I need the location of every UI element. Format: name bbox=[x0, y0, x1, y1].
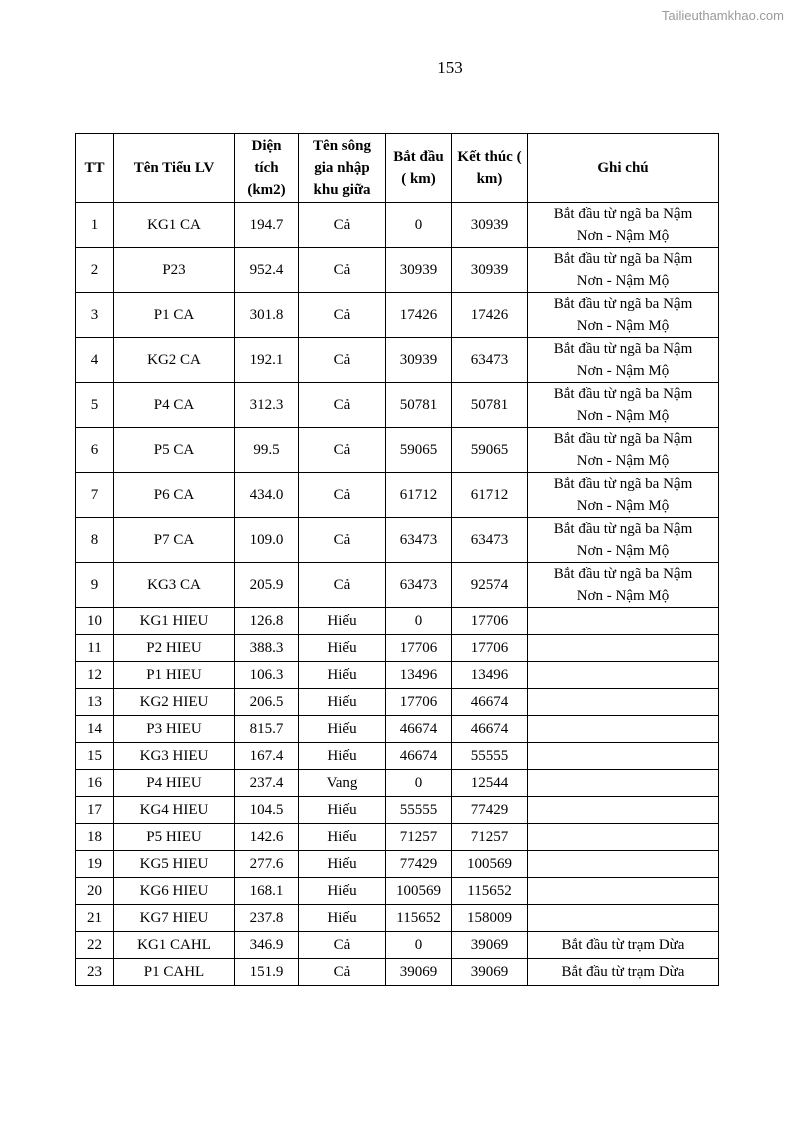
cell-tt: 17 bbox=[76, 797, 114, 824]
table-row bbox=[76, 905, 719, 932]
header-end: Kết thúc ( km) bbox=[452, 134, 528, 203]
table-row bbox=[76, 878, 719, 905]
table-row bbox=[76, 797, 719, 824]
cell-note bbox=[528, 905, 719, 932]
cell-end: 63473 bbox=[452, 518, 528, 563]
cell-start: 55555 bbox=[386, 797, 452, 824]
table-row bbox=[76, 851, 719, 878]
cell-area: 142.6 bbox=[235, 824, 299, 851]
cell-name: KG4 HIEU bbox=[114, 797, 235, 824]
cell-start: 13496 bbox=[386, 662, 452, 689]
cell-start: 30939 bbox=[386, 338, 452, 383]
note-line-1: Bắt đầu từ ngã ba Nậm bbox=[553, 296, 693, 312]
note-line-1: Bắt đầu từ ngã ba Nậm bbox=[553, 521, 693, 537]
table-row bbox=[76, 248, 719, 293]
table-row bbox=[76, 824, 719, 851]
data-table bbox=[75, 133, 719, 986]
cell-name: KG1 HIEU bbox=[114, 608, 235, 635]
note-line-1: Bắt đầu từ ngã ba Nậm bbox=[553, 251, 693, 267]
note-line-1: Bắt đầu từ trạm Dừa bbox=[561, 964, 685, 980]
cell-start: 71257 bbox=[386, 824, 452, 851]
cell-name: KG3 CA bbox=[114, 563, 235, 608]
note-line-2: Nơn - Nậm Mộ bbox=[576, 318, 670, 334]
header-area: Diện tích (km2) bbox=[235, 134, 299, 203]
cell-river: Hiếu bbox=[299, 878, 386, 905]
cell-note bbox=[528, 473, 719, 518]
cell-river: Hiếu bbox=[299, 905, 386, 932]
cell-start: 0 bbox=[386, 203, 452, 248]
cell-start: 30939 bbox=[386, 248, 452, 293]
cell-tt: 14 bbox=[76, 716, 114, 743]
table-row bbox=[76, 428, 719, 473]
cell-note bbox=[528, 608, 719, 635]
table-row bbox=[76, 932, 719, 959]
cell-note bbox=[528, 851, 719, 878]
cell-tt: 12 bbox=[76, 662, 114, 689]
cell-name: KG1 CAHL bbox=[114, 932, 235, 959]
cell-start: 39069 bbox=[386, 959, 452, 986]
table-row bbox=[76, 203, 719, 248]
cell-start: 77429 bbox=[386, 851, 452, 878]
note-line-2: Nơn - Nậm Mộ bbox=[576, 363, 670, 379]
cell-area: 168.1 bbox=[235, 878, 299, 905]
cell-end: 71257 bbox=[452, 824, 528, 851]
cell-start: 63473 bbox=[386, 563, 452, 608]
cell-start: 61712 bbox=[386, 473, 452, 518]
cell-name: P1 CA bbox=[114, 293, 235, 338]
cell-start: 115652 bbox=[386, 905, 452, 932]
cell-note bbox=[528, 689, 719, 716]
cell-note bbox=[528, 248, 719, 293]
cell-note bbox=[528, 716, 719, 743]
cell-end: 77429 bbox=[452, 797, 528, 824]
table-row bbox=[76, 293, 719, 338]
note-line-1: Bắt đầu từ ngã ba Nậm bbox=[553, 566, 693, 582]
header-name: Tên Tiểu LV bbox=[114, 134, 235, 203]
cell-tt: 20 bbox=[76, 878, 114, 905]
cell-name: KG2 CA bbox=[114, 338, 235, 383]
cell-river: Cả bbox=[299, 383, 386, 428]
cell-name: KG5 HIEU bbox=[114, 851, 235, 878]
cell-name: KG7 HIEU bbox=[114, 905, 235, 932]
note-line-1: Bắt đầu từ ngã ba Nậm bbox=[553, 476, 693, 492]
cell-river: Hiếu bbox=[299, 662, 386, 689]
cell-name: P6 CA bbox=[114, 473, 235, 518]
cell-river: Cả bbox=[299, 959, 386, 986]
table-row bbox=[76, 770, 719, 797]
cell-tt: 7 bbox=[76, 473, 114, 518]
cell-river: Hiếu bbox=[299, 608, 386, 635]
cell-end: 92574 bbox=[452, 563, 528, 608]
cell-river: Cả bbox=[299, 428, 386, 473]
cell-tt: 22 bbox=[76, 932, 114, 959]
cell-name: P4 HIEU bbox=[114, 770, 235, 797]
table-row bbox=[76, 689, 719, 716]
note-line-2: Nơn - Nậm Mộ bbox=[576, 228, 670, 244]
cell-river: Cả bbox=[299, 293, 386, 338]
cell-end: 55555 bbox=[452, 743, 528, 770]
cell-tt: 2 bbox=[76, 248, 114, 293]
header-note: Ghi chú bbox=[528, 134, 719, 203]
cell-note bbox=[528, 338, 719, 383]
cell-start: 46674 bbox=[386, 743, 452, 770]
cell-tt: 23 bbox=[76, 959, 114, 986]
cell-area: 151.9 bbox=[235, 959, 299, 986]
cell-note bbox=[528, 797, 719, 824]
cell-river: Hiếu bbox=[299, 797, 386, 824]
cell-end: 39069 bbox=[452, 959, 528, 986]
cell-name: P1 HIEU bbox=[114, 662, 235, 689]
header-river: Tên sông gia nhập khu giữa bbox=[299, 134, 386, 203]
cell-end: 46674 bbox=[452, 689, 528, 716]
cell-tt: 5 bbox=[76, 383, 114, 428]
cell-end: 12544 bbox=[452, 770, 528, 797]
cell-name: P3 HIEU bbox=[114, 716, 235, 743]
cell-area: 109.0 bbox=[235, 518, 299, 563]
cell-area: 237.4 bbox=[235, 770, 299, 797]
cell-end: 59065 bbox=[452, 428, 528, 473]
cell-note bbox=[528, 293, 719, 338]
cell-start: 17426 bbox=[386, 293, 452, 338]
cell-note bbox=[528, 770, 719, 797]
table-row bbox=[76, 662, 719, 689]
note-line-1: Bắt đầu từ ngã ba Nậm bbox=[553, 341, 693, 357]
cell-start: 17706 bbox=[386, 689, 452, 716]
cell-end: 50781 bbox=[452, 383, 528, 428]
table-row bbox=[76, 473, 719, 518]
cell-note bbox=[528, 635, 719, 662]
cell-end: 17706 bbox=[452, 608, 528, 635]
cell-end: 100569 bbox=[452, 851, 528, 878]
header-row bbox=[76, 134, 719, 203]
cell-start: 50781 bbox=[386, 383, 452, 428]
cell-river: Hiếu bbox=[299, 851, 386, 878]
cell-note bbox=[528, 878, 719, 905]
cell-end: 30939 bbox=[452, 248, 528, 293]
cell-tt: 3 bbox=[76, 293, 114, 338]
table-row bbox=[76, 635, 719, 662]
table-row bbox=[76, 338, 719, 383]
cell-end: 30939 bbox=[452, 203, 528, 248]
cell-river: Cả bbox=[299, 518, 386, 563]
cell-note bbox=[528, 959, 719, 986]
note-line-2: Nơn - Nậm Mộ bbox=[576, 273, 670, 289]
cell-river: Vang bbox=[299, 770, 386, 797]
cell-river: Hiếu bbox=[299, 689, 386, 716]
cell-start: 100569 bbox=[386, 878, 452, 905]
cell-area: 301.8 bbox=[235, 293, 299, 338]
note-line-2: Nơn - Nậm Mộ bbox=[576, 543, 670, 559]
cell-note bbox=[528, 203, 719, 248]
table-row bbox=[76, 716, 719, 743]
table-row bbox=[76, 743, 719, 770]
cell-area: 192.1 bbox=[235, 338, 299, 383]
cell-river: Hiếu bbox=[299, 635, 386, 662]
table-row bbox=[76, 608, 719, 635]
cell-river: Hiếu bbox=[299, 743, 386, 770]
cell-area: 237.8 bbox=[235, 905, 299, 932]
cell-area: 126.8 bbox=[235, 608, 299, 635]
cell-name: KG2 HIEU bbox=[114, 689, 235, 716]
cell-name: P1 CAHL bbox=[114, 959, 235, 986]
note-line-1: Bắt đầu từ trạm Dừa bbox=[561, 937, 685, 953]
table-row bbox=[76, 563, 719, 608]
cell-area: 99.5 bbox=[235, 428, 299, 473]
note-line-2: Nơn - Nậm Mộ bbox=[576, 498, 670, 514]
note-line-2: Nơn - Nậm Mộ bbox=[576, 588, 670, 604]
table-row bbox=[76, 959, 719, 986]
cell-area: 434.0 bbox=[235, 473, 299, 518]
cell-tt: 16 bbox=[76, 770, 114, 797]
cell-tt: 4 bbox=[76, 338, 114, 383]
cell-area: 104.5 bbox=[235, 797, 299, 824]
table-row bbox=[76, 518, 719, 563]
cell-name: P23 bbox=[114, 248, 235, 293]
cell-tt: 15 bbox=[76, 743, 114, 770]
note-line-2: Nơn - Nậm Mộ bbox=[576, 408, 670, 424]
cell-note bbox=[528, 743, 719, 770]
cell-end: 63473 bbox=[452, 338, 528, 383]
cell-end: 17426 bbox=[452, 293, 528, 338]
cell-tt: 6 bbox=[76, 428, 114, 473]
cell-area: 346.9 bbox=[235, 932, 299, 959]
cell-end: 13496 bbox=[452, 662, 528, 689]
cell-area: 205.9 bbox=[235, 563, 299, 608]
cell-area: 277.6 bbox=[235, 851, 299, 878]
cell-river: Cả bbox=[299, 203, 386, 248]
cell-start: 0 bbox=[386, 770, 452, 797]
cell-end: 39069 bbox=[452, 932, 528, 959]
cell-note bbox=[528, 662, 719, 689]
cell-area: 167.4 bbox=[235, 743, 299, 770]
cell-start: 0 bbox=[386, 932, 452, 959]
cell-name: KG6 HIEU bbox=[114, 878, 235, 905]
cell-river: Hiếu bbox=[299, 824, 386, 851]
cell-river: Cả bbox=[299, 338, 386, 383]
cell-area: 194.7 bbox=[235, 203, 299, 248]
cell-name: KG3 HIEU bbox=[114, 743, 235, 770]
cell-note bbox=[528, 383, 719, 428]
table-body bbox=[76, 203, 719, 986]
watermark: Tailieuthamkhao.com bbox=[661, 8, 784, 23]
cell-end: 46674 bbox=[452, 716, 528, 743]
cell-area: 388.3 bbox=[235, 635, 299, 662]
page-number: 153 bbox=[437, 58, 463, 77]
table-row bbox=[76, 383, 719, 428]
cell-note bbox=[528, 563, 719, 608]
cell-tt: 8 bbox=[76, 518, 114, 563]
cell-area: 206.5 bbox=[235, 689, 299, 716]
cell-name: P5 CA bbox=[114, 428, 235, 473]
cell-tt: 11 bbox=[76, 635, 114, 662]
cell-tt: 13 bbox=[76, 689, 114, 716]
cell-river: Cả bbox=[299, 563, 386, 608]
cell-area: 815.7 bbox=[235, 716, 299, 743]
cell-tt: 10 bbox=[76, 608, 114, 635]
cell-tt: 1 bbox=[76, 203, 114, 248]
note-line-1: Bắt đầu từ ngã ba Nậm bbox=[553, 386, 693, 402]
cell-river: Hiếu bbox=[299, 716, 386, 743]
cell-end: 61712 bbox=[452, 473, 528, 518]
cell-start: 0 bbox=[386, 608, 452, 635]
cell-note bbox=[528, 932, 719, 959]
cell-area: 312.3 bbox=[235, 383, 299, 428]
cell-start: 59065 bbox=[386, 428, 452, 473]
cell-name: P5 HIEU bbox=[114, 824, 235, 851]
note-line-1: Bắt đầu từ ngã ba Nậm bbox=[553, 431, 693, 447]
cell-start: 17706 bbox=[386, 635, 452, 662]
cell-tt: 19 bbox=[76, 851, 114, 878]
cell-name: P7 CA bbox=[114, 518, 235, 563]
cell-name: KG1 CA bbox=[114, 203, 235, 248]
cell-tt: 9 bbox=[76, 563, 114, 608]
cell-start: 46674 bbox=[386, 716, 452, 743]
header-start: Bắt đầu ( km) bbox=[386, 134, 452, 203]
cell-tt: 18 bbox=[76, 824, 114, 851]
cell-note bbox=[528, 518, 719, 563]
cell-tt: 21 bbox=[76, 905, 114, 932]
cell-river: Cả bbox=[299, 473, 386, 518]
header-tt: TT bbox=[76, 134, 114, 203]
cell-end: 17706 bbox=[452, 635, 528, 662]
cell-start: 63473 bbox=[386, 518, 452, 563]
note-line-1: Bắt đầu từ ngã ba Nậm bbox=[553, 206, 693, 222]
cell-name: P4 CA bbox=[114, 383, 235, 428]
cell-note bbox=[528, 428, 719, 473]
cell-area: 106.3 bbox=[235, 662, 299, 689]
cell-note bbox=[528, 824, 719, 851]
cell-river: Cả bbox=[299, 248, 386, 293]
cell-name: P2 HIEU bbox=[114, 635, 235, 662]
note-line-2: Nơn - Nậm Mộ bbox=[576, 453, 670, 469]
cell-river: Cả bbox=[299, 932, 386, 959]
cell-end: 115652 bbox=[452, 878, 528, 905]
cell-area: 952.4 bbox=[235, 248, 299, 293]
cell-end: 158009 bbox=[452, 905, 528, 932]
